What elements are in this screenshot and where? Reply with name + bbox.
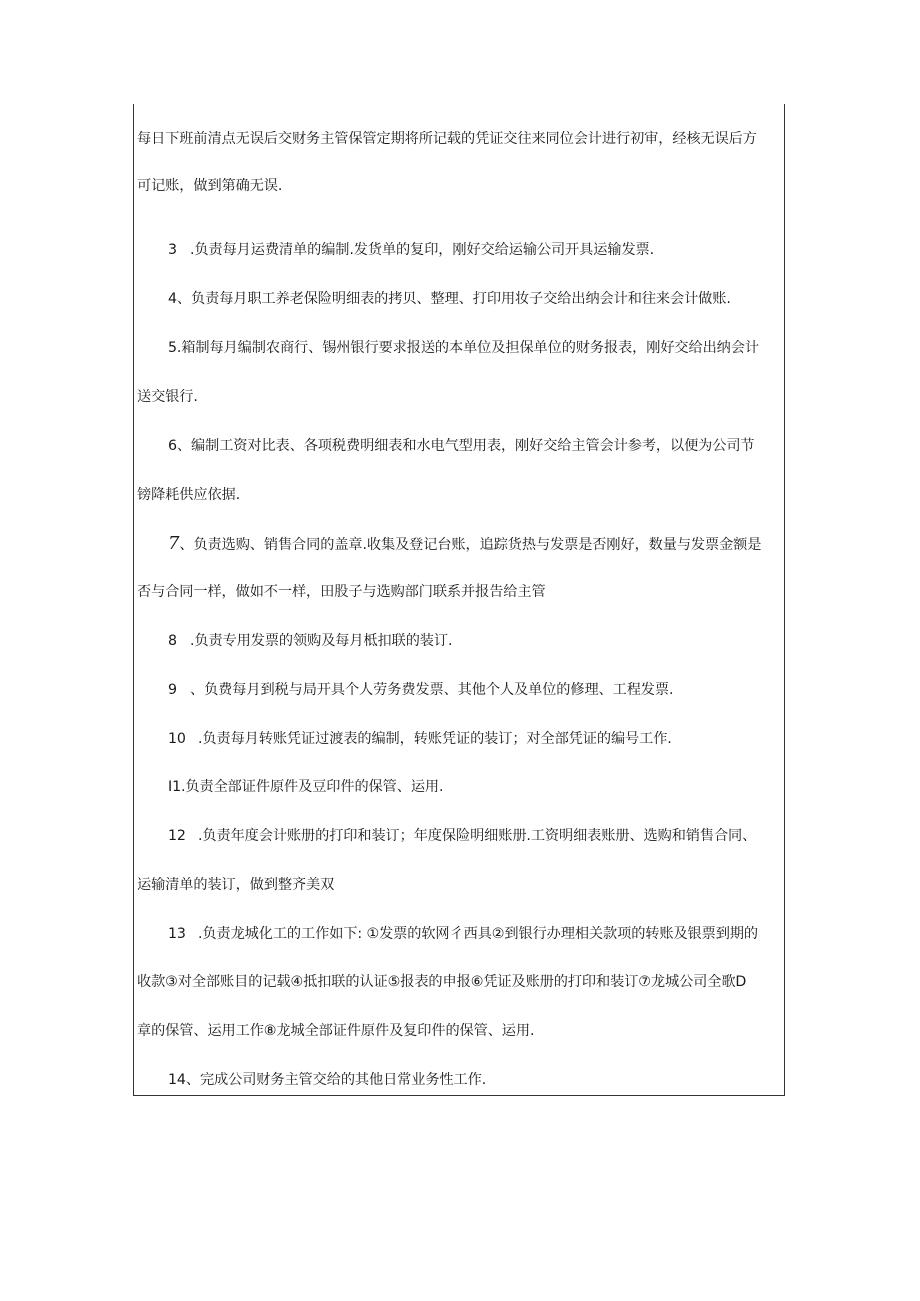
list-item-8 — [168, 631, 452, 651]
item-text: .负责龙城化工的工作如下: ①发票的软网彳西具②到银行办理相关款项的转账及银票到期的 — [198, 926, 758, 942]
list-item-10 — [168, 729, 672, 749]
item-text: .负责年度会计账册的打印和装订；年度保险明细账册.工资明细表账册、选购和销售合同、 — [198, 828, 757, 844]
item-number: 10 — [168, 731, 186, 747]
item-text: 、负责选购、销售合同的盖章.收集及登记台账，追踪货热与发票是否刚好，数量与发票金额是 — [179, 537, 762, 553]
list-item-11: I1.负责全部证件原件及豆印件的保管、运用. — [168, 779, 444, 795]
list-item-6: 6、编制工资对比表、各项税费明细表和水电气型用表，刚好交给主管会计参考，以便为公司节 — [168, 438, 755, 454]
text-line: 每日下班前清点无误后交财务主管保管定期将所记载的凭证交往来同位会计进行初审，经核无误后方 — [137, 131, 757, 147]
text-line: 运输清单的装订，做到整齐美双 — [137, 877, 335, 893]
item-text: .负责每月转账凭证过渡表的编制，转账凭证的装订；对全部凭证的编号工作. — [198, 731, 672, 747]
list-item-7 — [168, 534, 761, 555]
item-number: 12 — [168, 828, 186, 844]
item-text: .负责每月运费清单的编制.发货单的复印，刚好交给运输公司开具运输发票. — [190, 242, 655, 258]
item-text: 、负费每月到税与局开具个人劳务费发票、其他个人及单位的修理、工程发票. — [190, 682, 674, 698]
item-text: .负责专用发票的领购及每月柢扣联的装订. — [190, 633, 453, 649]
list-item-9 — [168, 680, 673, 700]
text-line: 可记账，做到第确无误. — [137, 178, 283, 194]
text-line: 镑降耗供应依据. — [137, 487, 241, 503]
list-item-3 — [168, 240, 654, 260]
item-number: 13 — [168, 926, 186, 942]
list-item-5: 5.箱制每月编制农商行、锡州银行要求报送的本单位及担保单位的财务报表，刚好交给出纳会计 — [168, 340, 759, 356]
text-line: 否与合同一样，做如不一样，田股子与选购部门联系并报告给主管 — [137, 584, 546, 600]
item-number: 9 — [168, 682, 177, 698]
list-item-14: 14、完成公司财务主管交给的其他日常业务性工作. — [168, 1072, 487, 1088]
list-item-12 — [168, 826, 756, 846]
item-number: 7 — [168, 533, 180, 554]
text-line: 章的保管、运用工作⑧龙城全部证件原件及复印件的保管、运用. — [137, 1023, 535, 1039]
text-line: 收款③对全部账目的记载④抵扣联的认证⑤报表的申报⑥凭证及账册的打印和装订⑦龙城公司全歌D — [137, 974, 747, 990]
text-line: 送交银行. — [137, 389, 198, 405]
item-number: 3 — [168, 242, 177, 258]
item-number: 8 — [168, 633, 177, 649]
list-item-13 — [168, 924, 758, 944]
list-item-4: 4、负责每月职工养老保险明细表的拷贝、整理、打印用妆子交给出纳会计和往来会计做账. — [168, 291, 731, 307]
